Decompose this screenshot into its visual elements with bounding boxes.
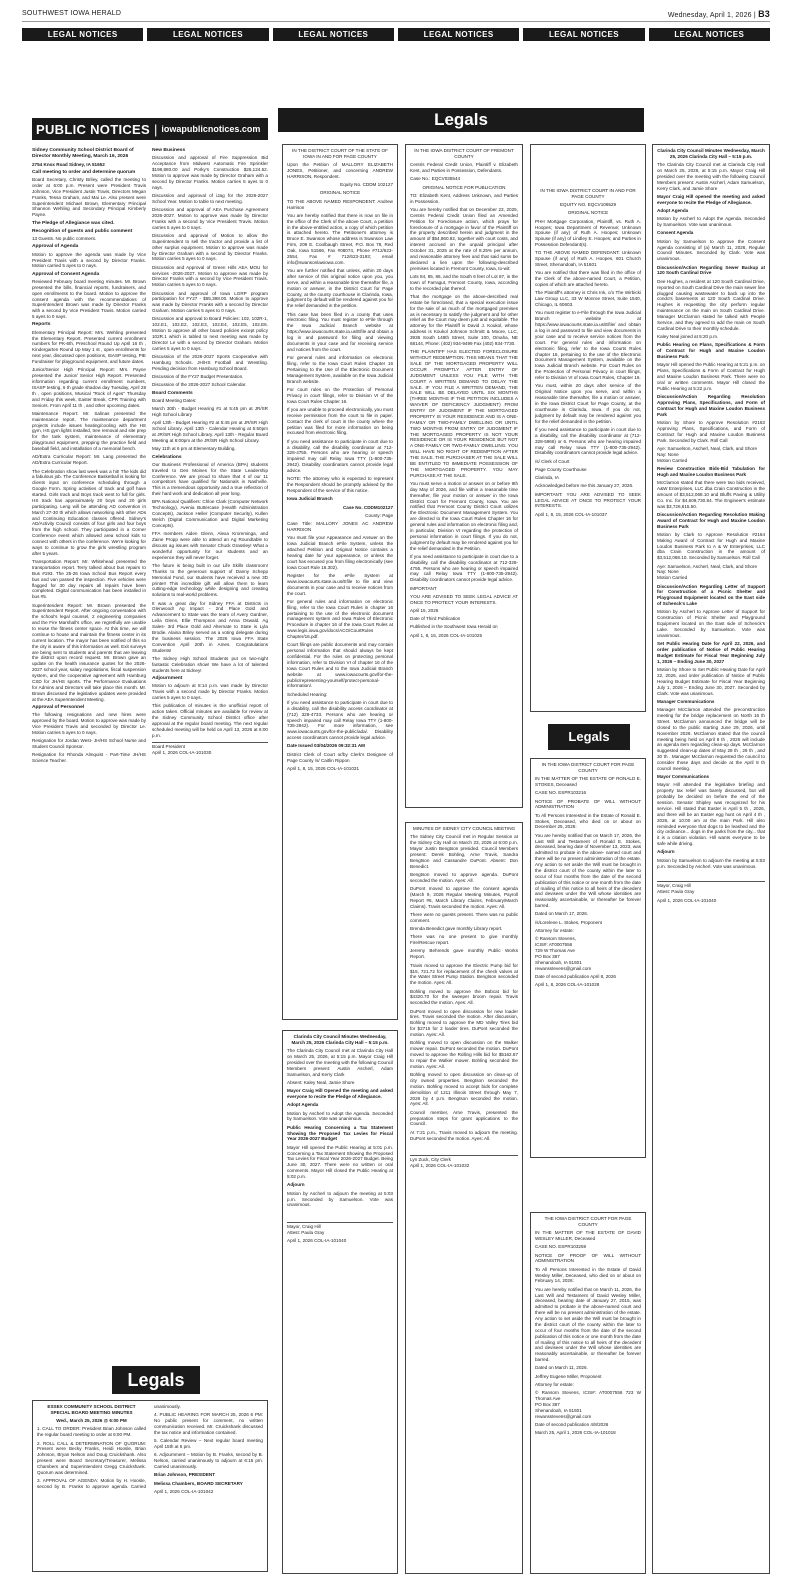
county: County: Page — [365, 512, 393, 518]
paragraph: 2. ROLL CALL & DETERMINATION OF QUORUM: Present were Becky Franks, Heidi Hoosle, Brian Johnson, Bryan Nelson and Doug Cruickshank. Also present were Board Secretary/Treasurer, Melissa Chambers and Superintendent Gregg Cruickshank. Quorum was determined. — [37, 1440, 146, 1475]
paragraph: There were no guests present. There was no public comment. — [410, 911, 518, 923]
paragraph: Junior/Senior High Principal Report: Mrs. Payne presented the Junior/ Senior High Report. Presented information regarding current enrollment numbers, ISASP testing, 6 th grade shadow day Tuesday, April 28 th , open positions, Musical "Rock of Ages" Thursday and Friday this week, Easter Break, CPR Training with Seniors. From April 11 th , and other upcoming dates. — [32, 367, 146, 408]
paragraph: Board Meeting Dates: — [152, 397, 197, 403]
paragraph: Manager McClarnon attended the preconstruction meeting for the bridge replacement on North 16 th Street. McClarnon announced the bridge will be closed to the public starting June 29, 2026, until November 2026. McClarnon stated that the council meeting being held on April 8 th , 2026 will include an agenda item regarding clean-up days. McClarnon suggested clean-up dates of May 28 th , 29 th , and 30 th . Manager McClarnon requested the council to consider those days and decide at the April 8 th council meeting. — [657, 707, 765, 771]
section-heading: Approval of Agenda — [32, 244, 79, 250]
paragraph: TO: Elizabeth Kent, Address Unknown, and Parties in Possession. — [410, 192, 518, 204]
section-heading: The Pledge of Allegiance was cited. — [32, 220, 115, 226]
paragraph: The future is being built in our Life Skills classroom! Thanks to the generous support of Danny Schepp Memorial Fund, our students have received a new 3D printer! This incredible gift will allow them to learn cutting-edge technology while designing and creating solutions to real-world problems. — [152, 562, 268, 598]
paragraph: DuPont moved to approve the consent agenda (March 9, 2026 Regular Meeting Minutes, Payroll Report #6, March Library Claims, February/March Claims). Travis seconded the motion. Ayes: All. — [410, 886, 518, 909]
paragraph: Bengtson moved to approve agenda. DuPont seconded the motion. Ayes: All. — [410, 871, 518, 883]
paragraph: Clarinda, IA — [535, 475, 560, 481]
paragraph: Motion by Ascherl to Adopt the Agenda. Seconded by Samuelson. Vote was unanimous. — [657, 216, 765, 228]
paragraph: McClarnon stated that there were two bids received, A&W Enterprises, LLC dba Crain Construction in the amount of $3,512,068.10 and Bluffs Paving & Utility Co. Inc. for $4,609,730.84. The Engineer's estimate was $3,726,615.50. — [657, 480, 765, 509]
notice-title: MINUTES OF SIDNEY CITY COUNCIL MEETING — [412, 826, 516, 831]
publication-code: April 1, 2026 COL-IA-101042 — [154, 1488, 214, 1494]
paragraph: ICIS#: AT0007556 — [535, 942, 573, 948]
paragraph: Mayor Hill opened the Public Hearing at 5:21 p.m. on Plans, Specifications & Form of Contract for Hugh and Maxine Loudon Business Park. There were no oral or written comments. Mayor Hill closed the Public Hearing at 5:22 p.m. — [657, 362, 765, 391]
paragraph: DuPont moved to open discussion for new loader tires. Travis seconded the motion. After discussion, Bohling moved to approve the MD Valley Tires bid for $2715 for 2 loader tires. DuPont seconded the motion. Ayes: All. — [410, 1008, 518, 1038]
paragraph: Nay: None — [657, 451, 679, 457]
section-heading: Board Comments — [152, 390, 193, 396]
publication-code: April 1, 8, 15, 2026 COL-IA-101025 — [410, 632, 483, 638]
paragraph: You must register to e-File through the Iowa Judicial Branch website at https://www.iowacourts.state.ia.us/Efile/ and obtain a log in and password to file and view documents in your case and to receive service notices from the court. For general rules and information on electronic filing, refer to the Iowa Courts Rules chapter 16, pertaining to the use of the Electronic Document Management System, available on the Iowa Judicial Branch website. For Court Rules on the Protection of Personal Privacy in court filings, refer to Division VI of Iowa Court Rules, Chapter 16. — [535, 310, 641, 381]
newspaper-name: SOUTHWEST IOWA HERALD — [22, 10, 122, 17]
legal-notices-banner-row — [22, 28, 770, 41]
paragraph: Discussion and Approval of Green Hills AEA MOU for services -2026-2027. Motion to approve was made by Director Franks with a second by Vice President Travis. Motion carries 5 ayes to 0 nays. — [152, 264, 268, 288]
paragraph: Discussion of the 2026-2027 School Calendar. — [152, 382, 247, 388]
paragraph: For court rules on the Protection of Personal Privacy in court filings, refer to Division VI of the Iowa Court Rules Chapter 16. — [287, 386, 393, 404]
section-heading: Public Hearing on Plans, Specifications & Form of Contract for Hugh and Maxine Loudon Business Park — [657, 342, 765, 360]
paragraph: NOTE: The attorney who is expected to represent the Respondent should be promptly advised by the Respondent of the service of this notice. — [287, 476, 393, 494]
court-caption: THE IOWA DISTRICT COURT FOR PAGE COUNTY — [544, 1216, 632, 1227]
paragraph: Motion by Ascherl to Approve Letter of Support for Construction of Picnic Shelter and Playground Equipment located on the East side of Schenck's Lake. Seconded by Samuelson. Vote was unanimous. — [657, 609, 765, 638]
paragraph: District Clerk of Court or/by Clerk's Designee of Page County /s/ Caitlin Rippon — [287, 751, 393, 763]
paragraph: Discussion and approval of Iowa LGRP program participation for FY27 - $55,398.00. Motion to approve was made by Director Franks with a second by Director Graham. Motion carries 5 ayes to 0 nays. — [152, 290, 268, 314]
publication-code: April 1, 8, 2026 COL-IA-101028 — [535, 982, 600, 988]
legal-notices-banner: LEGAL NOTICES — [147, 28, 268, 41]
jones-harrison-original-notice — [282, 144, 398, 1020]
sidney-school-board-minutes — [32, 146, 146, 1216]
section-heading: New Business — [152, 148, 186, 153]
paragraph: The Sidney City Council met in Regular Session at the Sidney City Hall on March 23, 2026 at 6:00 p.m. Mayor Justin Bengtson presided. Council Members present: Derek Bohling, Arne Travis, Sandra Bengtson and Cassandre DuPont. Absent: Don Benedict. — [410, 834, 518, 869]
paragraph: Published in the Southwest Iowa Herald on — [410, 624, 498, 630]
attest: Attest: Paula Gray — [657, 889, 695, 895]
case-number: CASE NO. ESPR103216 — [535, 790, 587, 796]
paragraph: Absent: Kaley Neal, Jamie Shore — [287, 1079, 355, 1085]
paragraph: Motion by Clark to Approve Resolution #2164 Making Award of Contract for Hugh and Maxine Loudon Business Park to A & W Enterprises, LLC dba Crain Construction in the amount of $3,512,068.10. Seconded by Samuelson. Roll Call — [657, 531, 765, 561]
paragraph: April 15, 2026 — [410, 607, 439, 613]
court-caption: IN THE IOWA DISTRICT COURT IN AND FOR PAGE COUNTY — [540, 188, 636, 199]
paragraph: Date of second publication 4/8/2026 — [535, 1422, 609, 1428]
paragraph: The Clarinda City Council met at Clarinda City Hall on March 25, 2026, at 5:15 p.m. Mayor Craig Hill presided over the meeting with the following Council Members present: Austin Ascherl, Adam Samuelson, and Kerry Clark — [287, 1048, 393, 1077]
paragraph: For general rules and information on electronic filing, refer to the Iowa Court Rules in chapter 16 pertaining to the use of the electronic document management system and Iowa Rules of Electronic Procedure in chapter 16 of the Iowa Court Rules at www.legis.iowa.gov/docs/ACO/CourtRules Chapter/16.pdf. — [287, 598, 393, 640]
essex-special-board-minutes — [32, 1400, 268, 1572]
paragraph: There was no one present to give monthly Fire/Rescue report. — [410, 934, 518, 946]
paragraph: Bohling moved to open discussion on clean-up of city owned properties. Bengtson seconded the motion. Bohling moved to accept bids for complete demolition of 1211 Illinois Street through May 7, 2026 by 4 p.m. Bengtson seconded the motion. Ayes: All. — [410, 1072, 518, 1107]
section-heading: Adjourn — [657, 849, 675, 855]
sidney-city-council-minutes — [405, 822, 523, 1574]
paragraph: Bohling moved to open discussion on the Walker mower repair. DuPont seconded the motion. DuPont moved to approve the Rolling Hills bid for $5162.87 to repair the Walker mower. Bohling seconded the motion. Ayes: All. — [410, 1040, 518, 1069]
paragraph: Shenandoah, IA 51601 — [535, 1407, 582, 1413]
publication-code: April 1, 8, 15, 2026 COL-IA-101037 — [535, 511, 608, 517]
paragraph: Board Secretary, Christy Briley, called the meeting to order at 6:00 p.m. Present were President Travis Johnson, Vice President Justin Travis, Directors Megan Franks, Tessa Graham, and Mai Le. Also present were Superintendent Michael Brown, Elementary Principal Shannon Wehling and Secondary Principal Kimberly Payne. — [32, 177, 146, 218]
publication-code: April 1, 2026 COL-IA-101032 — [410, 1163, 470, 1169]
publication-code: April 1, 2026 COL-IA-101040 — [657, 897, 717, 903]
paragraph: Dated on March 11, 2026. — [535, 1365, 588, 1371]
paragraph: You are hereby notified that there is now on file in the office of the Clerk of the above Court, a petition in the above-entitled action, a copy of which petition is attached hereto. The Petitioner's attorney is Bruce E. Swanson whose address is Swanson Law Firm, 209 E. Coolbaugh Street, P.O. Box 78, Red Oak, Iowa 51566, Fax #08074, Phone #712/623-2554, Fax # 712/623-3193; email info@swansonlawiowa.com. — [287, 212, 393, 265]
publication-code: April 1, 8, 15, 2026 COL-IA-101031 — [287, 765, 360, 771]
paragraph: Motion by Samuelson to adjourn the meeting at 5:53 p.m. Seconded by Ascherl. Vote was unanimous. — [657, 857, 765, 869]
paragraph: Page County Courthouse — [535, 466, 587, 472]
paragraph: © Ransom Stevens, — [535, 936, 576, 942]
paragraph: rewansstevens@gmail.com — [535, 1413, 592, 1419]
paragraph: At 7:21 p.m., Travis moved to adjourn the meeting. DuPont seconded the motion. Ayes: All. — [410, 1129, 518, 1141]
paragraph: /s/Lorelene L. Stokes, Proponent — [535, 919, 602, 925]
paragraph: Attorney for estate: — [535, 928, 574, 933]
legals-header: Legals — [112, 1366, 200, 1394]
paragraph: Reviewed February board meeting minutes. Mr. Brown presented the bills, financial reports, fundraisers, and open enrollments to the board. Motion to approve the consent agenda with the recommendations of Superintendent Brown was made by Director Franks with a second by Vice President Travis. Motion carried 5 ayes to 0 nays. — [32, 278, 146, 320]
paragraph: Register for the eFile System at www.iowacourts.state.ia.us/Efile to file and view documents in your case and to receive notices from the court. — [287, 572, 393, 596]
paragraph: Scheduled Hearing: — [287, 691, 328, 697]
paragraph: 3. APPROVAL OF AGENDA: Motion by H. Hoosle, second by B. Franks to approve agenda. Carried unanimously. — [37, 1404, 181, 1490]
section-heading: Approval of Consent Agenda — [32, 271, 100, 277]
paragraph: Motion by Samuelson to approve the Consent Agenda consisting of (a) March 11, 2026, Regular Council Minutes. Seconded by Clark. Vote was unanimous. — [657, 238, 765, 262]
paragraph: Motion by Shore to Approve Resolution #2163 Approving Plans, Specifications, and Form of Contract for Hugh and Maxine Loudon Business Park. Seconded by Clark. Roll Call — [657, 419, 765, 443]
paragraph: Travis moved to approve the Electric Pump bid for $15, 721.72 for replacement of the check valves at the Water Street Pump Station. Bengtson seconded the motion. Ayes: All. — [410, 962, 518, 986]
paragraph: YOU ARE ADVISED TO SEEK LEGAL ADVICE AT ONCE TO PROTECT YOUR INTERESTS. — [410, 593, 518, 605]
signature: Brian Johnson, PRESIDENT — [154, 1472, 216, 1478]
paragraph: Dee Hughes, a resident at 120 South Cardinal Drive, reported on South Cardinal Drive the main sewer line plugged causing wastewater to back up into the condo's basements at 120 South Cardinal Drive. Hughes is requesting the city perform regular maintenance on the main on South Cardinal Drive. Manager McClarnon stated he talked with People Service, and they agreed to add the main on South Cardinal Drive to their monthly schedule. — [657, 278, 766, 331]
paragraph: Bohling moved to approve the Bobcat bid for $4320.70 for the sweeper broom repair. Travis seconded the motion. Ayes: All. — [410, 988, 518, 1006]
paragraph: 729 W Thomas Ave — [535, 948, 575, 954]
masthead — [22, 6, 770, 22]
paragraph: You are hereby notified that on March 11, 2026, the Last Will and Testament of David Wesley Miller, deceased, bearing date of January 27, 2015, was admitted to probate in the above-named court and there will be no present administration of the estate. Any action to set aside the Will must be brought in the district court of the county within the later to occur of four months from the date of the second publication of this notice or one month from the date of mailing of this notice to all heirs of the decedent and devisees under the Will whose identities are reasonably ascertainable, or thereafter be forever barred. — [535, 1286, 641, 1363]
legal-notices-banner: LEGAL NOTICES — [649, 28, 770, 41]
paragraph: Council member, Arne Travis, presented the preparation steps for grant applications to the Council. — [410, 1109, 518, 1127]
paragraph: Discussion and approval of iJag for the 2026-2027 School Year. Motion to table to next meeting. — [152, 192, 268, 204]
paragraph: You must serve a motion or answer on or before 9th day May of 2026, and file within a reasonable time thereafter, file your motion or answer in the Iowa District Court for Fremont County, Iowa. You are notified that Fremont County District Court utilizes the Electronic Document Management System. You are directed to the Iowa Court Rules Chapter 16 for general rules and information on electronic filing and, in particular, Division VI regarding the protection of personal information in court filings. If you do not, judgment by default may be rendered against you for the relief demanded in the Petition. — [410, 480, 518, 551]
attest: Attest: Paula Gray — [287, 1230, 325, 1236]
paragraph: PO Box 387 — [535, 1402, 560, 1408]
section-heading: Call meeting to order and determine quorum — [32, 169, 136, 175]
page-number: B3 — [758, 8, 770, 19]
paragraph: Discussion of the FY27 Budget Presentation. — [152, 374, 244, 380]
paragraph: Brenda Benedict gave monthly Library report. — [410, 926, 503, 932]
paragraph: Maintenance Report: Mr. Salinas presented the maintenance report. The maintenance department projects include issues heating/cooling with the HS gym, HS gym lights installed, tree removal and site prep for the tank system, maintenance of elementary playground equipment, prepping the practice field and baseball field, and installation of a memorial bench. — [32, 410, 146, 452]
paragraph: Date Issued 03/04/2026 09:32:31 AM — [287, 743, 365, 749]
paragraph: Motion to adjourn at 8:14 p.m. was made by Director Travis with a second made by Director Franks. Motion carries 5 ayes to 0 nays. — [152, 683, 268, 700]
paragraph: Discussion and approval of Fire Suppression Bid Acceptance from Midwest Automatic Fire Sprinkler $198,880.00 and Porky's Construction $26,124.52. Motion to approve was made by Director Graham with a second by Director Franks. Motion carries 5 ayes to 0 nays. — [152, 155, 268, 190]
paragraph: Our Business Professional of America (BPA) students traveled to Des Moines for the State Leadership Conference. We are proud to share that 4 of our 11 competitors have qualified for Nationals in Nashville. This is a tremendous opportunity and a true reflection of their hard work and dedication all year long. — [152, 461, 268, 497]
paragraph: The Plaintiff's attorney is Chris Ink, c/o The Wirbicki Law Group LLC, 33 W Monroe Street, Suite 1540, Chicago, IL 60603. — [535, 290, 641, 308]
paragraph: You must, within 20 days after service of the Original Notice upon you serve, and within a reasonable time thereafter, file a motion or answer, in the Iowa District Court for Page County, at the courthouse in Clarinda, Iowa. If you do not, judgment by default may be rendered against you for the relief demanded in the petition. — [535, 383, 641, 424]
section-heading: IMPORTANT — [410, 585, 437, 591]
paragraph: Resignation for Jordan West- JH/HS School Nurse and Student Council Sponsor. — [32, 737, 146, 749]
paragraph: You are notified that there was filed in the office of the Clerk of the above-named Court, a Petition, copies of which are attached hereto. — [535, 270, 641, 288]
paragraph: The following resignations and new hires were approved by the board. Motion to approve was made by Vice President Travis and seconded by Director Le. Motion carries 5 ayes to 0 nays. — [32, 712, 146, 735]
paragraph: THE PLAINTIFF HAS ELECTED FORECLOSURE WITHOUT REDEMPTION. THIS MEANS THAT THE SALE OF THE MORTGAGED PROPERTY WILL OCCUR PROMPTLY AFTER ENTRY OF JUDGMENT UNLESS YOU FILE WITH THE COURT A WRITTEN DEMAND TO DELAY THE SALE. IF YOU FILE A WRITTEN DEMAND, THE SALE WILL BE DELAYED UNTIL SIX MONTHS (THREE MONTHS IF THE PETITION INCLUDES A WAIVER OF DEFICIENCY JUDGMENT) FROM ENTRY OF JUDGMENT IF THE MORTGAGED PROPERTY IS YOUR RESIDENCE AND IS A ONE-FAMILY OR TWO-FAMILY DWELLING OR UNTIL TWO MONTHS FROM ENTRY OF JUDGMENT IF THE MORTGAGED PROPERTY IS NOT YOUR RESIDENCE OR IS YOUR RESIDENCE BUT NOT A ONE-FAMILY OR TWO-FAMILY DWELLING. YOU WILL HAVE NO RIGHT OF REDEMPTION AFTER THE SALE. THE PURCHASER AT THE SALE WILL BE ENTITLED TO IMMEDIATE POSSESSION OF THE MORTGAGED PROPERTY. YOU MAY PURCHASE AT THE SALE. — [410, 349, 518, 478]
paragraph: To All Persons Interested in the Estate of Ronald E. Stokes, Deceased, who died on or about on December 25, 2025: — [535, 812, 641, 830]
notice-heading: ORIGINAL NOTICE — [319, 190, 361, 196]
paragraph: Acknowledged before me this January 27, 2026. — [535, 483, 634, 489]
paragraph: IN THE MATTER OF THE ESTATE OF RONALD E. STOKES, Deceased — [535, 776, 641, 788]
paragraph: Motion by Shore to Set Public Hearing Date for April 22, 2026, and order publication of Notice of Public Hearing Budget Estimate for Fiscal Year Beginning July 1, 2026 – Ending June 30, 2027. Seconded by Clark. Vote was unanimous. — [657, 667, 765, 696]
paragraph: If you are unable to proceed electronically, you must receive permission from the court to file in paper. Contact the clerk of court in the county where the petition was filed for more information on being excused from electronic filing. — [287, 406, 393, 436]
legal-notices-banner: LEGAL NOTICES — [398, 28, 519, 41]
signature-line: Mayor, Craig Hill — [287, 1222, 393, 1230]
hoopes-original-notice — [530, 144, 646, 712]
paragraph: Court filings are public documents and may contain personal information that should always be kept confidential. For the rules on protecting personal information, refer to Division VI of chapter 16 of the Iowa Court Rules and to the Iowa Judicial Branch website at www.iowacourts.gov/for-the-public/representing-yourself/protect-personal-information/. — [287, 642, 393, 689]
paragraph: 4. PUBLIC HEARING FOR MARCH 25, 2026 6 PM: No public present for comment, no written communication received. Mr. Cruickshank discussed the tax notice and information contained. — [154, 1412, 263, 1435]
public-notices-title: PUBLIC NOTICES — [36, 121, 150, 137]
paragraph: Centris Federal Credit Union, Plaintiff v. Elizabeth Kent, and Parties in Possession, Defendants. — [410, 162, 518, 174]
section-heading: Mayor Communications — [657, 774, 710, 780]
meeting-date: Wed., March 25, 2026 @ 6:00 PM — [56, 1418, 127, 1424]
paragraph: Mayor Hill opened the Public Hearing at 5:01 p.m. Concerning a Tax Statement Showing the Proposed Tax Levies for Fiscal Year 2026-2027 Budget. Being June 30, 2027. There were no written or oral comments. Mayor Hill closed the Public Hearing at 5:02 p.m. — [287, 1144, 393, 1180]
notice-title: Clarinda City Council Minutes Wednesday, March 25, 2026 Clarinda City Hall – 5:15 p.m. — [657, 148, 765, 159]
paragraph: Case Title: MALLORY JONES AC ANDREW HARRISON — [287, 521, 393, 532]
paragraph: If you need assistance to participate in court due to a disability, call the disability coordinator at (712-328-5966) or 6. Persons who are hearing impaired may call Relay Iowa TTY (1-800-735-2942). Disability coordinators cannot provide legal advice. — [535, 426, 641, 456]
clarinda-council-minutes-hearing — [282, 1030, 398, 1574]
paragraph: You are further notified that unless, within 20 days after service of this original notice upon you, you serve, and within a reasonable time thereafter file, a motion or answer, in the District Court for Page County, at the county courthouse in Clarinda, Iowa, judgment by default will be rendered against you for the relief demanded in the petition. — [287, 268, 393, 309]
paragraph: Mayor Hill attended the legislative briefing and property tax relief was barely discussed, but will probably be decided on before the end of the session. Senator Shipley was recognized for his service. Hill stated that Easter is April 5 th , 2026, and there will be an Easter egg hunt on April 4 th , 2026, at 10:00 am at the main Park. Hill also reminded everyone that dogs to be leashed and the city ordinance... dogs in the parks from the city... that it is a citation violation. Hill wants everyone to be safe while driving. — [657, 782, 765, 847]
publication-code: April 1, 2026 COL-IA-101040 — [287, 1238, 347, 1244]
paragraph: IMPORTANT: YOU ARE ADVISED TO SEEK LEGAL ADVICE AT ONCE TO PROTECT YOUR INTERESTS. — [535, 491, 641, 509]
notice-heading: NOTICE OF PROBATE OF WILL WITHOUT ADMINISTRATION — [535, 798, 641, 810]
paragraph: /s/ Clerk of Court — [535, 458, 570, 464]
signature: Melissa Chambers, BOARD SECRETARY — [154, 1480, 243, 1486]
paragraph: Date of Third Publication — [410, 616, 461, 622]
section-heading: Celebrations — [152, 454, 182, 460]
address: 2754 Knox Road Sidney, IA 51652 — [32, 161, 105, 167]
paragraph: Transportation Report: Mr. Whitehead presented the transportation report. Terry talked about bus repairs to Bus #193. The 25-26 Iowa School Bus Report every bus and van passed the inspection. Five vehicles were flagged for 30 day repairs all repairs have been completed. Digital communication has been installed in bus #5. — [32, 559, 146, 600]
paragraph: Discussion and approval to Board Policies: 102, 102R-1, 102.E1, 102.E2, 102.E3, 102.E4, 102.E5, 102.E6. Motion to approve all other board policies except policy 102R.1 which is tabled to next meeting was made by Director Le with a second by Director Graham. Motion carries 5 ayes to 0 nays. — [152, 316, 268, 351]
equity-number: EQUITY NO. EQCV106529 — [559, 202, 617, 208]
section-heading: Manager Communications — [657, 698, 715, 704]
signature-line: Mayor, Craig Hill — [657, 881, 765, 889]
centris-foreclosure-notice — [405, 144, 523, 808]
paragraph: PO Box 387 — [535, 953, 560, 959]
sidney-school-board-minutes-continued — [152, 146, 268, 1216]
page-date: Wednesday, April 1, 2026 — [667, 11, 752, 19]
section-heading: Mayor Craig Hill opened the meeting and asked everyone to recite the Pledge of Allegiance. — [657, 193, 765, 205]
paragraph: TO THE ABOVE NAMED DEFENDANT: Unknown Spouse (if any) of Ruth A. Hoopes, 601 Church Street, Shenandoah, IA 51601 — [535, 250, 641, 268]
paragraph: The Sidney High School Students put on two-night fantastic Celebration show! We have a lot of talented students here at Sidney! — [152, 655, 268, 673]
paragraph: Superintendent Report: Mr. Brown presented the Superintendent Report. After ongoing conversation with the school's legal counsel, 2 engineering companies and the Fire Marshall's office, we regretfully are unable to reuse the fitness center space. At this time, we will continue to house and maintain the fitness center in its current location. The mayor has been notified of this so the city is aware of this information as well. Exit surveys are being sent to students and parents that are leaving the district upon record request. Mr. Brown gave an update on the health insurance quotes for the 2026-2027 school year, salary negotiations, fiscal suspension system, and the cooperative agreement with Hamburg CSD for JH/HS sports. The Performance Evaluations for Admins and Directors will take place this month. Mr. Brown discussed the legislative updates were provided at the AEA Superintendent Meeting. — [32, 602, 146, 702]
paragraph: April 13th - Budget Hearing #2 at 5:45 pm at JR/SR High School Library. April 13th - Calendar Hearing at 5:50pm at JR/SR High School Library. April 13th - Regular Board Meeting at 6:00pm at the JR/SR High School Library. — [152, 420, 268, 443]
publication-code: March 25, April 1, 2026 COL-IA-101018 — [535, 1430, 616, 1436]
signature-line: Lyn Zuck, City Clerk — [410, 1155, 518, 1163]
paragraph: Motion Carried — [657, 457, 688, 463]
section-heading: Adopt Agenda — [657, 208, 689, 214]
paragraph: BPA National Qualifiers: Chloe Clark (Computer Network Technology), Avenia Buttercase (Health Administration Concepts), Jackson Heller (Computer Security), Kullen Welch (Digital Communication and Digital Marketing Concepts). — [152, 499, 268, 528]
paragraph: Elementary Principal Report: Mrs. Wehling presented the Elementary Report. Presented current enrollment numbers for PK-6th, Preschool Round Up April 16 th , Kindergarten Round Up May 1 st , open enrollments for next year, discussed open positions, ISASP testing, PIE Fundraiser for playground equipment, and future dates. — [32, 329, 146, 365]
paragraph: Motion by Ascherl to adjourn the meeting at 5:03 p.m. Seconded by Samuelson. Vote was unanimous. — [287, 1190, 393, 1208]
paragraph: © Ransom Stevens, ICIS#: AT0007556 723 W Thomas Ave — [535, 1390, 641, 1402]
equity-number: Equity No. CDDM 102127 — [340, 182, 393, 188]
paragraph: March 30th - Budget Hearing #1 at 5:45 pm at JR/SR High School Library — [152, 406, 268, 418]
paragraph: This publication of minutes is the unofficial report of action taken. Official minutes are available for review at the Sidney Community School District office after approval at the regular board meeting. The next regular scheduled meeting will be held on April 13, 2026 at 6:00 p.m. — [152, 703, 268, 738]
section-heading: Set Public Hearing Date for April 22, 2026, and order publication of Notice of Public Hearing Budget Estimate for Fiscal Year Beginning July 1, 2026 – Ending June 30, 2027 — [657, 641, 765, 664]
paragraph: TO THE ABOVE NAMED RESPONDENT: Andrew Harrison — [287, 198, 393, 210]
court-caption: IN THE DISTRICT COURT OF THE STATE OF IOWA IN AND FOR PAGE COUNTY — [292, 148, 388, 159]
paragraph: If you need assistance to participate in court due to a disability, call the disability coordinator at 712-328-4755. Persons who are hearing or speech impaired may call Relay Iowa TTY (1-800-735-2942). Disability coordinators cannot provide legal advice. — [410, 553, 518, 583]
banner-separator: | — [153, 121, 158, 137]
paragraph: 13 Guests. No public comment. — [32, 236, 97, 242]
legals-header: Legals — [548, 724, 630, 750]
paragraph: It was a great day for Sidney FFA at Districts in Glenwood! Ag Impact - 2nd Place Gold and Advancement to State was the team of Avery Gardner, Leila Glenn, Ellie Thompson and Anna Oswald. Ag Sales- 3rd Place Gold and Alternate to State is Lyla Brodie. Alaina Briley served as a voting delegate during the business session. The 2026 Iowa FFA State Convention April 20th in Ames. Congratulations Students! — [152, 600, 268, 653]
paragraph: Jeffrey Eugene Miller, Proponent — [535, 1373, 602, 1379]
court-caption: IN THE IOWA DISTRICT COURT OF FREMONT COUNTY — [414, 148, 514, 159]
paragraph: Kaley Neal joined at 5:20 p.m. — [657, 334, 719, 340]
page-info: Wednesday, April 1, 2026 | B3 — [667, 8, 770, 19]
paragraph: Nay: None — [657, 569, 679, 575]
section-heading: Adopt Agenda — [287, 1102, 319, 1108]
paragraph: That the mortgage on the above-described real estate be foreclosed, that a special execution issue for the sale of as much of the mortgaged premises as is necessary to satisfy the judgment and for other relief as the Court may deem just and equitable. The attorney for the Plaintiff is David J. Koukol, whose address is Koukol Johnson Schmitt & Moore, LLC, 3936 South 148th Street, Suite 100, Omaha, NE 68144, Phone: (402) 934-9499 Fax (402) 934-7730. — [410, 293, 518, 346]
paragraph: The Celebration show last week was a hit! The kids did a fabulous job. The Conference Basketball is looking for clients input on conference scheduling through a Google Form. Spring activities of track and golf have started. Girls track and Boys track went to full for girls. HS track has approximately 20 boys and 20 girls participating. Leng will be attending AD convention in March 27-30 th which allows networking with other ADs and Continuing Education classes offered. Sidney's AD/Activity Council consists of four girls and four boys from the high school. They participated in a Corner Conference event which allowed area school kids to connect with others in the conference. We're looking for ways to continue to grow the girls wrestling program after 5 years. — [32, 468, 146, 556]
paragraph: FFA members Aiden Glenn, Alexa Kromminga, and Zaine Propp were able to attend an Ag Roundtable to discuss ag issues with Senator Chuck Grassley! What a wonderful opportunity for our students and an experience they will never forget. — [152, 531, 268, 560]
stokes-probate-notice — [530, 758, 646, 1158]
section-heading: Discussion/Action Regarding Resolution Approving Plans, Specifications, and Form of Contract for Hugh and Maxine Loudon Business Park — [657, 394, 765, 417]
paragraph: May 11th at 6 pm at Elementary Building. — [152, 446, 236, 452]
paragraph: Date of second publication April 8, 2026 — [535, 973, 616, 979]
paragraph: Upon the Petition of MALLORY ELIZABETH JONES, Petitioner, and concerning ANDREW HARRISON, Respondent. — [287, 162, 393, 179]
paragraph: You are hereby notified that on March 17, 2026, the Last Will and Testament of Ronald E. Stokes, deceased, bearing date of November 13, 2023, was admitted to probate in the above- named court and there will be no present administration of the estate. Any action to set aside the Will must be brought in the district court of the county within the later to occur of four months from the date of the second publication of this notice or one month from the date of mailing of this notice to all heirs of the decedent and devisees under the Will whose identities are reasonably ascertainable, or thereafter be forever barred. — [535, 832, 641, 909]
paragraph: 5. Calendar Review – Next regular board meeting April 15th at 6 pm. — [154, 1438, 263, 1450]
paragraph: Lots 84, 85, 86, and the South 6 feet of Lot 87, in the town of Farragut, Fremont County, Iowa, according to the recorded plat thereof. — [410, 273, 518, 291]
notice-heading: ORIGINAL NOTICE FOR PUBLICATION — [422, 184, 506, 190]
paragraph: Resignation for Rhonda Almquist - Part-Time JH/HS Science Teacher. — [32, 752, 146, 763]
clarinda-council-minutes — [652, 144, 770, 1574]
notice-title: Clarinda City Council Minutes Wednesday, March 25, 2026 Clarinda City Hall – 5:15 p.m. — [291, 1034, 389, 1045]
paragraph: Aye: Samuelson, Ascherl, Neal, Clark, and Shore — [657, 445, 758, 451]
paragraph: Dated on March 17, 2026. — [535, 911, 589, 917]
section-heading: Recognition of guests and public comment — [32, 228, 133, 234]
paragraph: IN THE MATTER OF THE ESTATE OF DAVID WESLEY MILLER, Deceased — [535, 1230, 641, 1242]
paragraph: rewansstevens@gmail.com — [535, 965, 592, 971]
paragraph: You must file your Appearance and Answer on the Iowa Judicial Branch eFile System, unless the attached Petition and Original Notice contains a hearing date for your appearance, or unless the court has excused you from filing electronically (see Iowa Court Rule 16.302). — [287, 535, 393, 570]
paragraph: If you need assistance to participate in court due to a disability, call the disability coordinator at 712-328-4755. Persons who are hearing or speech impaired may call Relay Iowa TTY (1-800-735-2942). Disability coordinators cannot provide legal advice. — [287, 438, 393, 474]
section-heading: Mayor Craig Hill Opened the meeting and asked everyone to recite the Pledge of Allegiance. — [287, 1088, 393, 1100]
paragraph: You are hereby notified that on December 23, 2025, Centris Federal Credit Union filed an Amended Petition for Foreclosure action, which prays for foreclosure of a mortgage in favor of the Plaintiff on the property described herein and judgment in the amount of $54,860.92, together with court costs, and interest accrued on the unpaid principal after October 31, 2025 at the rate of 8.25% per annum, and reasonable attorney fees and that said sums be declared a lien upon the following-described premises located in Fremont County, Iowa, to-wit: — [410, 206, 518, 271]
section-heading: Adjournment — [152, 675, 183, 681]
notice-heading: ORIGINAL NOTICE — [567, 210, 609, 216]
section-heading: Discussion/Action Regarding Resolution Making Award of Contract for Hugh and Maxine Loudon Business Park — [657, 511, 765, 529]
court-caption: IN THE IOWA DISTRICT COURT FOR PAGE COUNTY — [541, 762, 635, 773]
case-number: Case No.: EQCV035544 — [410, 176, 461, 182]
section-heading: Discussion/Action Regarding Letter of Support for Construction of a Picnic Shelter and Playground Equipment located on the East side of Schenck's Lake — [657, 583, 765, 607]
legal-notices-banner: LEGAL NOTICES — [273, 28, 394, 41]
paragraph: Motion Carried — [657, 575, 688, 581]
paragraph: This case has been filed in a county that uses electronic filing. You must register to eFile through the Iowa Judicial Branch website at https://www.iowacourts.state.ia.us/Efile and obtain a log in and password for filing and viewing documents in your case and for receiving service and notices from the court. — [287, 311, 393, 352]
public-notices-banner[interactable] — [32, 118, 268, 140]
section-heading: Discussion/Action Regarding Sewer Backup at 120 South Cardinal Drive — [657, 264, 765, 276]
section-heading: Iowa Judicial Branch — [287, 496, 333, 502]
notice-heading: NOTICE OF PROOF OF WILL WITHOUT ADMINISTRATION — [535, 1252, 641, 1264]
paragraph: Motion by Ascherl to Adopt the Agenda. Seconded by Samuelson. Vote was unanimous. — [287, 1110, 393, 1122]
paragraph: AD/Extra Curricular Report: Mr. Lang presented the AD/Extra Curricular Report. — [32, 454, 146, 466]
paragraph: The Clarinda City Council met at Clarinda City Hall on March 25, 2026, at 5:15 p.m. Mayor Craig Hill presided over the meeting with the following Council Members present: Austin Ascherl, Adam Samuelson, Kerry Clark, and Jamie Shore — [657, 162, 765, 191]
paragraph: To All Persons Interested in the Estate of David Wesley Miller, Deceased, who died on or about on February 14, 2026: — [535, 1266, 641, 1284]
legals-header: Legals — [278, 108, 644, 132]
case-number: CASE NO. ESPR103259 — [535, 1244, 587, 1250]
paragraph: Discussion of the 2026-2027 Sports Cooperative with Hamburg Schools. JH/HS Football and Wrestling. Pending decision from Hamburg School Board. — [152, 354, 268, 371]
notice-title: ESSEX COMMUNITY SCHOOL DISTRICT SPECIAL BOARD MEETING MINUTES — [47, 1404, 136, 1415]
paragraph: Shenandoah, IA 51601 — [535, 959, 582, 965]
paragraph: If you need assistance to participate in court due to a disability, call the disability access coordinator at (712) 328-4733. Persons who are hearing or speech impaired may call Relay Iowa TTY (1-800-735-2942). For more information, see www.iowacourts.gov/for-the-public/ada/. Disability access coordinators cannot provide legal advice. — [287, 699, 393, 741]
section-heading: Approval of Personnel — [32, 704, 85, 710]
paragraph: Attorney for estate: — [535, 1382, 574, 1387]
section-heading: Review Construction Bids-Bid Tabulation for Hugh and Maxine Loudon Business Park — [657, 465, 765, 477]
publication-code: April 1, 2026 COL-IA-101030 — [152, 750, 212, 756]
section-heading: Consent Agenda — [657, 230, 694, 236]
signature-line: Board President — [152, 742, 268, 750]
paragraph: Aye: Samuelson, Ascherl, Neal, Clark, and Shore — [657, 563, 758, 569]
paragraph: Discussion and approval of AEA Purchase Agreement 2026-2027. Motion to approve was made by Director Franks with a second by Vice President Travis. Motion carries 5 ayes to 0 nays. — [152, 207, 268, 230]
section-heading: Public Hearing Concerning a Tax Statement Showing the Proposed Tax Levies for Fiscal Year 2026-2027 Budget — [287, 1124, 393, 1142]
legal-notices-banner: LEGAL NOTICES — [22, 28, 143, 41]
notice-title: Sidney Community School District Board of Director Monthly Meeting, March 16, 2026 — [32, 148, 134, 160]
legal-notices-banner: LEGAL NOTICES — [523, 28, 644, 41]
miller-probate-notice — [530, 1212, 646, 1574]
section-heading: Reports — [32, 322, 51, 328]
paragraph: PHH Mortgage Corporation, Plaintiff, vs. Ruth A. Hoopes; Iowa Department of Revenue; Unknown Spouse (if any) of Ruth A. Hoopes; Unknown Spouse (if any) of Lindley E. Hoopes; and Parties in Possession Defendant(s). — [535, 218, 641, 248]
paragraph: Discussion and approval of Motion to allow the Superintendent to sell the tractor and provide a list of other surplus equipment. Motion to approve was made by Director Graham with a second by Director Franks. Motion carries 5 ayes to 0 nays. — [152, 232, 268, 262]
public-notices-url[interactable]: iowapublicnotices.com — [161, 124, 261, 134]
paragraph: Motion to approve the agenda was made by Vice President Travis with a second by Director Franks. Motion carried 5 ayes to 0 nays. — [32, 251, 146, 269]
paragraph: For general rules and information on electronic filing, refer to the Iowa Court Rules Chapter 16 Pertaining to the Use of the Electronic Document Management System, available on the Iowa Judicial Branch website. — [287, 355, 393, 384]
section-heading: Adjourn — [287, 1182, 305, 1188]
paragraph: 6. Adjournment – Motion by B. Franks, second by B. Nelson, carried unanimously to adjourn at 6:15 pm. Carried unanimously. — [154, 1452, 263, 1470]
case-number: Case No. CDDM102127 — [342, 504, 393, 510]
paragraph: Jeremy Behrends gave monthly Public Works Report. — [410, 948, 518, 960]
paragraph: 1. CALL TO ORDER: President Brian Johnson called the regular board meeting to order at 6:00 PM. — [37, 1426, 146, 1438]
